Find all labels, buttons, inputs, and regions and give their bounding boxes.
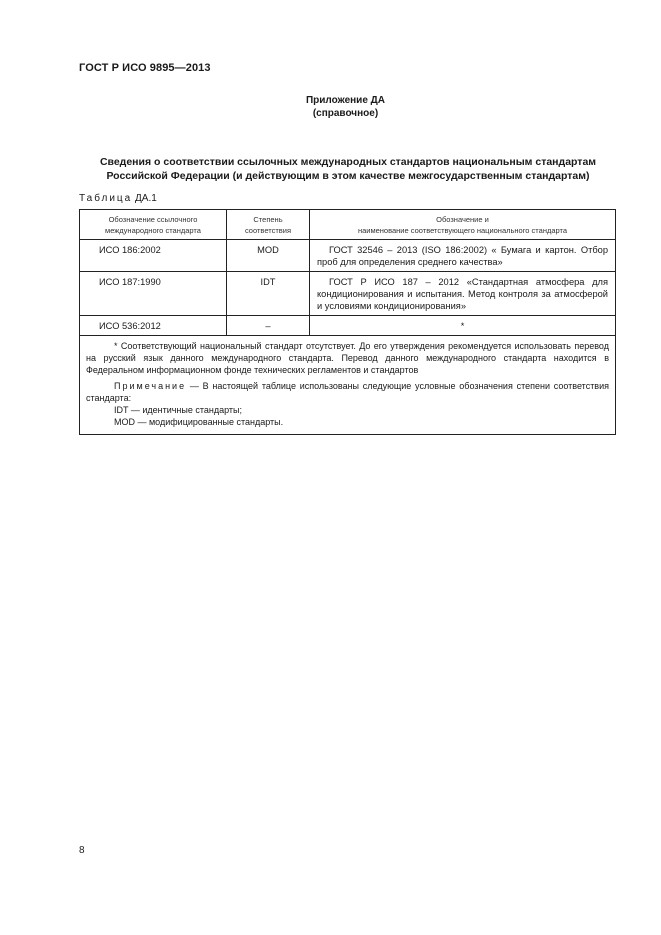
heading-line-1: Сведения о соответствии ссылочных международных стандартов национальным стандартам [99, 156, 597, 168]
note-text: — В настоящей таблице использованы следующие условные обозначения степени соответствия стандарта: [86, 381, 609, 403]
correspondence-table [79, 209, 616, 435]
table-caption-prefix: Таблица [79, 193, 133, 204]
cell-national [310, 272, 616, 316]
cell-standard: ИСО 187:1990 [80, 272, 227, 316]
table-caption [79, 193, 157, 204]
header-national-standard [310, 210, 616, 240]
footnote-text: * Соответствующий национальный стандарт отсутствует. До его утверждения рекомендуется использовать перевод на русский язык данного международного стандарта. Перевод данного международного стандарта находится в Федеральном информационном фонде технических регламентов и стандартов [86, 341, 609, 375]
header-degree [227, 210, 310, 240]
header-col3-line1: Обозначение и [436, 215, 489, 224]
cell-national [310, 240, 616, 272]
cell-degree: – [227, 316, 310, 336]
table-row [80, 272, 616, 316]
table-header-row [80, 210, 616, 240]
cell-standard: ИСО 536:2012 [80, 316, 227, 336]
header-col1-line1: Обозначение ссылочного [108, 215, 198, 224]
header-col2-line1: Степень [253, 215, 283, 224]
annex-subtitle: (справочное) [312, 108, 379, 119]
page-number: 8 [79, 845, 85, 856]
header-international-standard [80, 210, 227, 240]
note-label: Примечание [114, 381, 187, 391]
table-caption-id: ДА.1 [135, 193, 157, 204]
document-code: ГОСТ Р ИСО 9895—2013 [79, 62, 211, 74]
legend-item-mod: MOD — модифицированные стандарты. [114, 417, 284, 427]
table-footnote-cell [80, 336, 616, 435]
cell-national-text: ГОСТ Р ИСО 187 – 2012 «Стандартная атмосфера для кондиционирования и испытания. Метод контроля за атмосферой и условиями кондиционирования» [317, 277, 608, 311]
table-footer-row [80, 336, 616, 435]
header-col3-line2: наименование соответствующего национального стандарта [357, 226, 568, 235]
header-col1-line2: международного стандарта [105, 226, 201, 235]
table-row [80, 316, 616, 336]
cell-national-text: ГОСТ 32546 – 2013 (ISO 186:2002) « Бумага и картон. Отбор проб для определения среднего качества» [317, 245, 608, 267]
section-heading [79, 155, 617, 183]
cell-standard: ИСО 186:2002 [80, 240, 227, 272]
header-col2-line2: соответствия [244, 226, 292, 235]
cell-national: * [310, 316, 616, 336]
cell-degree: IDT [227, 272, 310, 316]
note [86, 380, 609, 404]
cell-degree: MOD [227, 240, 310, 272]
heading-line-2: Российской Федерации (и действующим в этом качестве межгосударственным стандартам) [106, 170, 590, 182]
table-row [80, 240, 616, 272]
legend-item-idt: IDT — идентичные стандарты; [114, 405, 243, 415]
annex-title: Приложение ДА [305, 95, 386, 106]
annex-block [0, 94, 661, 120]
